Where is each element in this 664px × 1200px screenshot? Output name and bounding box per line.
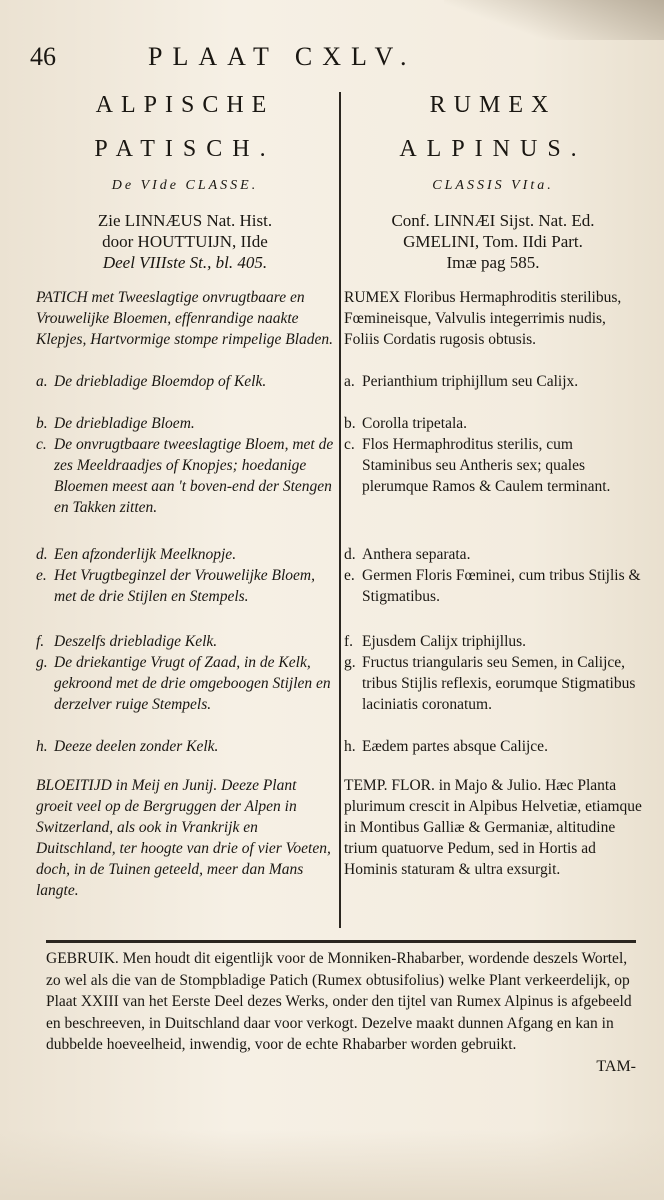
ref-line: Deel VIIIste St., bl. 405.: [102, 253, 268, 272]
ref-line: Conf. LINNÆI Sijst. Nat. Ed.: [391, 211, 595, 230]
part-item: d. Een afzonderlijk Meelknopje.: [36, 546, 237, 563]
part-item: h. Deeze deelen zonder Kelk.: [36, 738, 219, 755]
dutch-reference: [36, 210, 334, 273]
dutch-title-line2: PATISCH.: [94, 136, 276, 162]
usage-paragraph: [46, 948, 636, 1077]
latin-description: RUMEX Floribus Hermaphroditis sterilibus, Fœmineisque, Valvulis integerrimis nudis, Foliis Cordatis rugosis obtusis.: [344, 289, 622, 348]
dutch-parts: [36, 371, 334, 757]
plate-title: PLAAT CXLV.: [148, 42, 417, 71]
page-bottom-shadow: [0, 1130, 664, 1200]
part-item: f. Ejusdem Calijx triphijllus.: [344, 633, 527, 650]
latin-class: CLASSIS VIta.: [432, 178, 554, 193]
latin-column: [344, 88, 642, 880]
page-number: 46: [30, 42, 56, 71]
dutch-column: [36, 88, 334, 901]
latin-parts: [344, 371, 642, 757]
part-item: b. De driebladige Bloem.: [36, 415, 195, 432]
ref-line: GMELINI, Tom. IIdi Part.: [403, 232, 583, 251]
part-item: h. Eædem partes absque Calijce.: [344, 738, 548, 755]
dutch-class: De VIde CLASSE.: [111, 178, 259, 193]
column-divider: [339, 92, 341, 928]
latin-flowering: TEMP. FLOR. in Majo & Julio. Hæc Planta plurimum crescit in Alpibus Helvetiæ, etiamque in Montibus Galliæ & Germaniæ, altitudine trium quatuorve Pedum, sed in Hortis ad Hominis staturam & ultra exsurgit.: [344, 777, 642, 878]
part-item: a. De driebladige Bloemdop of Kelk.: [36, 373, 267, 390]
page-shadow: [444, 0, 664, 40]
dutch-flowering: BLOEITIJD in Meij en Junij. Deeze Plant groeit veel op de Bergruggen der Alpen in Switzerland, als ook in Vrankrijk en Duitschland, ter hoogte van drie of vier Voeten, doch, in de Tuinen geteeld, meer dan Mans langte.: [36, 777, 331, 899]
part-item: b. Corolla tripetala.: [344, 415, 468, 432]
ref-line: Zie LINNÆUS Nat. Hist.: [97, 211, 273, 230]
part-item: d. Anthera separata.: [344, 546, 471, 563]
latin-title-line2: ALPINUS.: [399, 136, 587, 162]
part-item: g. De driekantige Vrugt of Zaad, in de Kelk, gekroond met de drie omgeboogen Stijlen en derzelver ruige Stempels.: [36, 654, 331, 713]
catchword: TAM-: [596, 1057, 636, 1075]
latin-reference: [344, 210, 642, 273]
part-item: e. Het Vrugtbeginzel der Vrouwelijke Bloem, met de drie Stijlen en Stempels.: [36, 567, 315, 605]
latin-title-line1: RUMEX: [429, 92, 557, 118]
dutch-title-line1: ALPISCHE: [95, 92, 275, 118]
ref-line: Imæ pag 585.: [446, 253, 540, 272]
part-item: c. De onvrugtbaare tweeslagtige Bloem, met de zes Meeldraadjes of Knopjes; hoedanige Bloemen meest aan 't boven-end der Stengen en Takken zitten.: [36, 436, 334, 516]
dutch-description: PATICH met Tweeslagtige onvrugtbaare en Vrouwelijke Bloemen, effenrandige naakte Klepjes, Hartvormige stompe rimpelige Bladen.: [36, 289, 334, 348]
part-item: f. Deszelfs driebladige Kelk.: [36, 633, 218, 650]
ref-line: door HOUTTUIJN, IIde: [102, 232, 268, 251]
part-item: e. Germen Floris Fœminei, cum tribus Stijlis & Stigmatibus.: [344, 567, 641, 605]
usage-text: GEBRUIK. Men houdt dit eigentlijk voor de Monniken-Rhabarber, wordende deszels Wortel, zo wel als die van de Stompbladige Patich (Rumex obtusifolius) welke Plant verkeerdelijk, op Plaat XXIII van het Eerste Deel dezes Werks, onder den tijtel van Rumex Alpinus is afgebeeld en beschreeven, in Duitschland daar voor verkogt. Dezelve maakt dunnen Afgang en kan in dubbelde hoeveelheid, inwendig, voor de echte Rhabarber worden gebruikt.: [46, 950, 632, 1053]
part-item: c. Flos Hermaphroditus sterilis, cum Staminibus seu Antheris sex; quales plerumque Ramos & Caulem terminant.: [344, 436, 611, 495]
part-item: g. Fructus triangularis seu Semen, in Calijce, tribus Stijlis reflexis, eorumque Stigmatibus laciniatis coronatum.: [344, 654, 636, 713]
part-item: a. Perianthium triphijllum seu Calijx.: [344, 373, 579, 390]
section-rule: [46, 940, 636, 943]
